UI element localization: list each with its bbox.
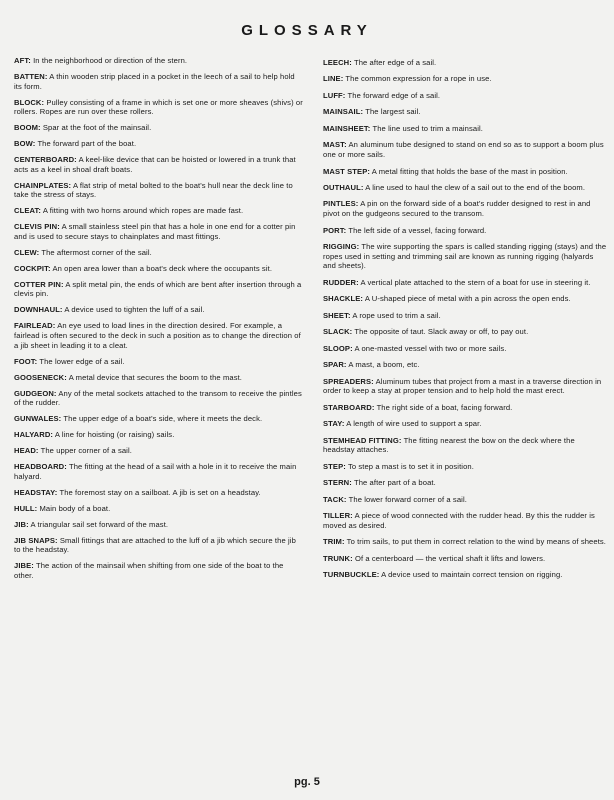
- glossary-term: GUNWALES:: [14, 414, 62, 424]
- glossary-definition: In the neighborhood or direction of the stern.: [33, 56, 188, 65]
- glossary-term: PORT:: [323, 225, 347, 235]
- glossary-entry: [323, 107, 607, 117]
- glossary-entry: [14, 414, 304, 424]
- glossary-entry: [323, 462, 607, 472]
- glossary-definition: The right side of a boat, facing forward.: [376, 402, 513, 412]
- glossary-entry: [14, 321, 304, 350]
- glossary-entry: [14, 520, 304, 530]
- glossary-definition: A split metal pin, the ends of which are bent after insertion through a clevis pin.: [14, 279, 302, 299]
- glossary-entry: [14, 389, 304, 408]
- glossary-entry: [323, 403, 607, 413]
- glossary-definition: The upper edge of a boat's side, where it meets the deck.: [63, 414, 263, 424]
- glossary-term: CLEAT:: [14, 206, 42, 216]
- glossary-definition: The aftermost corner of the sail.: [41, 247, 152, 257]
- glossary-term: STEMHEAD FITTING:: [323, 435, 402, 445]
- glossary-entry: [14, 123, 304, 133]
- glossary-term: PINTLES:: [323, 199, 359, 209]
- glossary-definition: To trim sails, to put them in correct relation to the wind by means of sheets.: [346, 537, 607, 547]
- glossary-definition: The upper corner of a sail.: [40, 446, 132, 456]
- glossary-term: CHAINPLATES:: [14, 180, 72, 190]
- glossary-entry: [14, 139, 304, 149]
- glossary-definition: To step a mast is to set it in position.: [347, 461, 474, 471]
- glossary-term: BOOM:: [14, 123, 41, 133]
- glossary-definition: The opposite of taut. Slack away or off, to pay out.: [354, 327, 529, 337]
- glossary-entry: [14, 98, 304, 117]
- glossary-term: BATTEN:: [14, 71, 48, 81]
- glossary-entry: [323, 537, 607, 547]
- glossary-left-column: [14, 56, 304, 587]
- page-number: pg. 5: [294, 776, 320, 788]
- glossary-entry: [323, 294, 607, 304]
- glossary-definition: An eye used to load lines in the direction desired. For example, a fairlead is often secured to the deck in such a position as to change the direction of a jib sheet in leading it to a cleat.: [14, 321, 301, 350]
- glossary-definition: The action of the mainsail when shifting from one side of the boat to the other.: [14, 561, 284, 580]
- glossary-term: SHEET:: [323, 310, 351, 320]
- glossary-term: HEADSTAY:: [14, 487, 58, 497]
- glossary-entry: [323, 226, 607, 236]
- glossary-term: LINE:: [323, 74, 344, 84]
- glossary-entry: [14, 305, 304, 315]
- glossary-entry: [14, 181, 304, 200]
- glossary-term: TRUNK:: [323, 553, 353, 563]
- glossary-definition: A flat strip of metal bolted to the boat's hull near the deck line to take the stress of stays.: [14, 180, 293, 200]
- glossary-term: CLEVIS PIN:: [14, 222, 60, 232]
- glossary-definition: The fitting at the head of a sail with a hole in it to receive the main halyard.: [14, 462, 297, 481]
- glossary-entry: [323, 311, 607, 321]
- glossary-entry: [14, 373, 304, 383]
- glossary-term: GOOSENECK:: [14, 372, 67, 382]
- glossary-entry: [323, 140, 607, 159]
- glossary-entry: [14, 248, 304, 258]
- glossary-definition: Spar at the foot of the mainsail.: [42, 123, 152, 133]
- glossary-entry: [323, 278, 607, 288]
- glossary-term: FOOT:: [14, 356, 38, 366]
- glossary-definition: A line for hoisting (or raising) sails.: [54, 430, 175, 440]
- glossary-term: AFT:: [14, 56, 31, 65]
- glossary-definition: The foremost stay on a sailboat. A jib is set on a headstay.: [59, 487, 261, 497]
- glossary-term: MAST:: [323, 140, 347, 150]
- glossary-definition: Any of the metal sockets attached to the transom to receive the pintles of the rudder.: [14, 388, 302, 408]
- glossary-term: HEADBOARD:: [14, 462, 67, 472]
- glossary-term: SHACKLE:: [323, 294, 364, 304]
- glossary-term: MAINSAIL:: [323, 107, 364, 117]
- glossary-definition: A piece of wood connected with the rudder head. By this the rudder is moved as desired.: [323, 511, 595, 530]
- glossary-term: GUDGEON:: [14, 388, 57, 398]
- glossary-definition: The fitting nearest the bow on the deck where the headstay attaches.: [323, 435, 575, 455]
- glossary-term: RUDDER:: [323, 277, 359, 287]
- glossary-definition: The common expression for a rope in use.: [345, 74, 492, 84]
- glossary-entry: [14, 462, 304, 481]
- glossary-definition: A keel-like device that can be hoisted or lowered in a trunk that acts as a keel in shoal draft boats.: [14, 155, 296, 174]
- glossary-definition: Main body of a boat.: [39, 503, 111, 513]
- glossary-term: SLACK:: [323, 327, 353, 337]
- glossary-entry: [323, 478, 607, 488]
- glossary-definition: A length of wire used to support a spar.: [346, 419, 482, 429]
- glossary-term: JIBE:: [14, 561, 34, 571]
- glossary-term: BOW:: [14, 139, 36, 149]
- glossary-entry: [323, 242, 607, 271]
- glossary-term: OUTHAUL:: [323, 182, 364, 192]
- glossary-entry: [14, 280, 304, 299]
- glossary-definition: A device used to maintain correct tension on rigging.: [381, 570, 563, 580]
- glossary-entry: [323, 91, 607, 101]
- glossary-definition: A metal device that secures the boom to the mast.: [68, 372, 243, 382]
- glossary-entry: [14, 56, 304, 66]
- glossary-term: JIB SNAPS:: [14, 535, 58, 545]
- glossary-definition: The lower edge of a sail.: [39, 356, 125, 366]
- glossary-definition: A rope used to trim a sail.: [352, 310, 441, 320]
- glossary-term: FAIRLEAD:: [14, 321, 56, 331]
- glossary-term: TURNBUCKLE:: [323, 570, 380, 580]
- glossary-term: JIB:: [14, 519, 29, 529]
- glossary-term: STERN:: [323, 478, 352, 488]
- glossary-entry: [14, 357, 304, 367]
- glossary-term: COCKPIT:: [14, 263, 51, 273]
- glossary-term: HEAD:: [14, 446, 39, 456]
- glossary-definition: A metal fitting that holds the base of the mast in position.: [371, 166, 568, 176]
- glossary-definition: An open area lower than a boat's deck where the occupants sit.: [52, 263, 273, 273]
- glossary-term: STARBOARD:: [323, 402, 375, 412]
- glossary-entry: [14, 222, 304, 241]
- glossary-entry: [323, 124, 607, 134]
- glossary-term: TACK:: [323, 494, 347, 504]
- glossary-definition: The forward part of the boat.: [37, 139, 137, 149]
- glossary-term: DOWNHAUL:: [14, 305, 63, 315]
- glossary-definition: The after edge of a sail.: [353, 58, 437, 67]
- glossary-entry: [323, 419, 607, 429]
- glossary-definition: A triangular sail set forward of the mast.: [30, 519, 169, 529]
- glossary-entry: [14, 488, 304, 498]
- glossary-entry: [14, 155, 304, 174]
- glossary-entry: [323, 570, 607, 580]
- glossary-right-column: [323, 58, 607, 587]
- glossary-entry: [323, 167, 607, 177]
- glossary-entry: [323, 199, 607, 218]
- glossary-entry: [323, 344, 607, 354]
- glossary-entry: [323, 74, 607, 84]
- glossary-entry: [323, 436, 607, 455]
- glossary-definition: Of a centerboard — the vertical shaft it lifts and lowers.: [354, 553, 546, 563]
- glossary-term: LEECH:: [323, 58, 352, 67]
- glossary-entry: [323, 511, 607, 530]
- glossary-definition: A small stainless steel pin that has a hole in one end for a cotter pin and is used to secure stays to chainplates and mast fittings.: [14, 222, 296, 241]
- glossary-definition: A line used to haul the clew of a sail out to the end of the boom.: [365, 182, 586, 192]
- glossary-term: RIGGING:: [323, 242, 360, 252]
- glossary-term: MAST STEP:: [323, 166, 370, 176]
- glossary-entry: [323, 495, 607, 505]
- glossary-term: STAY:: [323, 419, 345, 429]
- glossary-term: TILLER:: [323, 511, 353, 521]
- glossary-entry: [323, 377, 607, 396]
- glossary-definition: The wire supporting the spars is called standing rigging (stays) and the ropes used in setting and trimming sail are known as running rigging (halyards and sheets).: [323, 242, 607, 271]
- glossary-term: SLOOP:: [323, 343, 353, 353]
- glossary-entry: [323, 360, 607, 370]
- glossary-term: MAINSHEET:: [323, 123, 371, 133]
- glossary-entry: [14, 536, 304, 555]
- glossary-definition: A mast, a boom, etc.: [348, 360, 420, 370]
- glossary-definition: A fitting with two horns around which ropes are made fast.: [42, 206, 244, 216]
- glossary-entry: [14, 264, 304, 274]
- glossary-definition: The largest sail.: [365, 107, 421, 117]
- glossary-entry: [14, 561, 304, 580]
- glossary-definition: The left side of a vessel, facing forward.: [348, 225, 487, 235]
- glossary-term: LUFF:: [323, 90, 346, 100]
- glossary-entry: [14, 430, 304, 440]
- glossary-definition: The forward edge of a sail.: [347, 90, 441, 100]
- glossary-entry: [323, 554, 607, 564]
- glossary-term: CENTERBOARD:: [14, 155, 77, 165]
- glossary-definition: The lower forward corner of a sail.: [348, 494, 467, 504]
- glossary-term: COTTER PIN:: [14, 279, 64, 289]
- glossary-entry: [14, 446, 304, 456]
- glossary-definition: A device used to tighten the luff of a sail.: [64, 305, 205, 315]
- glossary-entry: [323, 183, 607, 193]
- glossary-definition: Small fittings that are attached to the luff of a jib which secure the jib to the headstay.: [14, 535, 296, 555]
- glossary-definition: A vertical plate attached to the stern of a boat for use in steering it.: [360, 277, 591, 287]
- glossary-entry: [14, 206, 304, 216]
- glossary-term: TRIM:: [323, 537, 345, 547]
- glossary-definition: The line used to trim a mainsail.: [372, 123, 484, 133]
- glossary-term: STEP:: [323, 461, 346, 471]
- glossary-entry: [323, 327, 607, 337]
- glossary-definition: A one-masted vessel with two or more sails.: [354, 343, 507, 353]
- page-title: GLOSSARY: [241, 22, 373, 39]
- glossary-term: HULL:: [14, 503, 38, 513]
- glossary-entry: [14, 72, 304, 91]
- glossary-definition: An aluminum tube designed to stand on end so as to support a boom plus one or more sails.: [323, 140, 604, 160]
- glossary-definition: Aluminum tubes that project from a mast in a traverse direction in order to keep a stay at proper tension and to help hold the mast erect.: [323, 376, 602, 396]
- glossary-definition: A pin on the forward side of a boat's rudder designed to rest in and pivot on the gudgeons secured to the transom.: [323, 199, 591, 219]
- glossary-term: SPREADERS:: [323, 376, 374, 386]
- glossary-term: CLEW:: [14, 247, 40, 257]
- glossary-entry: [323, 58, 607, 68]
- glossary-definition: A U-shaped piece of metal with a pin across the open ends.: [364, 294, 571, 304]
- glossary-entry: [14, 504, 304, 514]
- glossary-definition: Pulley consisting of a frame in which is set one or more sheaves (shivs) or rollers. Ropes are run over these rollers.: [14, 97, 303, 117]
- glossary-term: BLOCK:: [14, 97, 45, 107]
- glossary-term: SPAR:: [323, 360, 347, 370]
- glossary-term: HALYARD:: [14, 430, 54, 440]
- glossary-definition: A thin wooden strip placed in a pocket in the leech of a sail to help hold its form.: [14, 71, 295, 91]
- glossary-definition: The after part of a boat.: [353, 478, 436, 488]
